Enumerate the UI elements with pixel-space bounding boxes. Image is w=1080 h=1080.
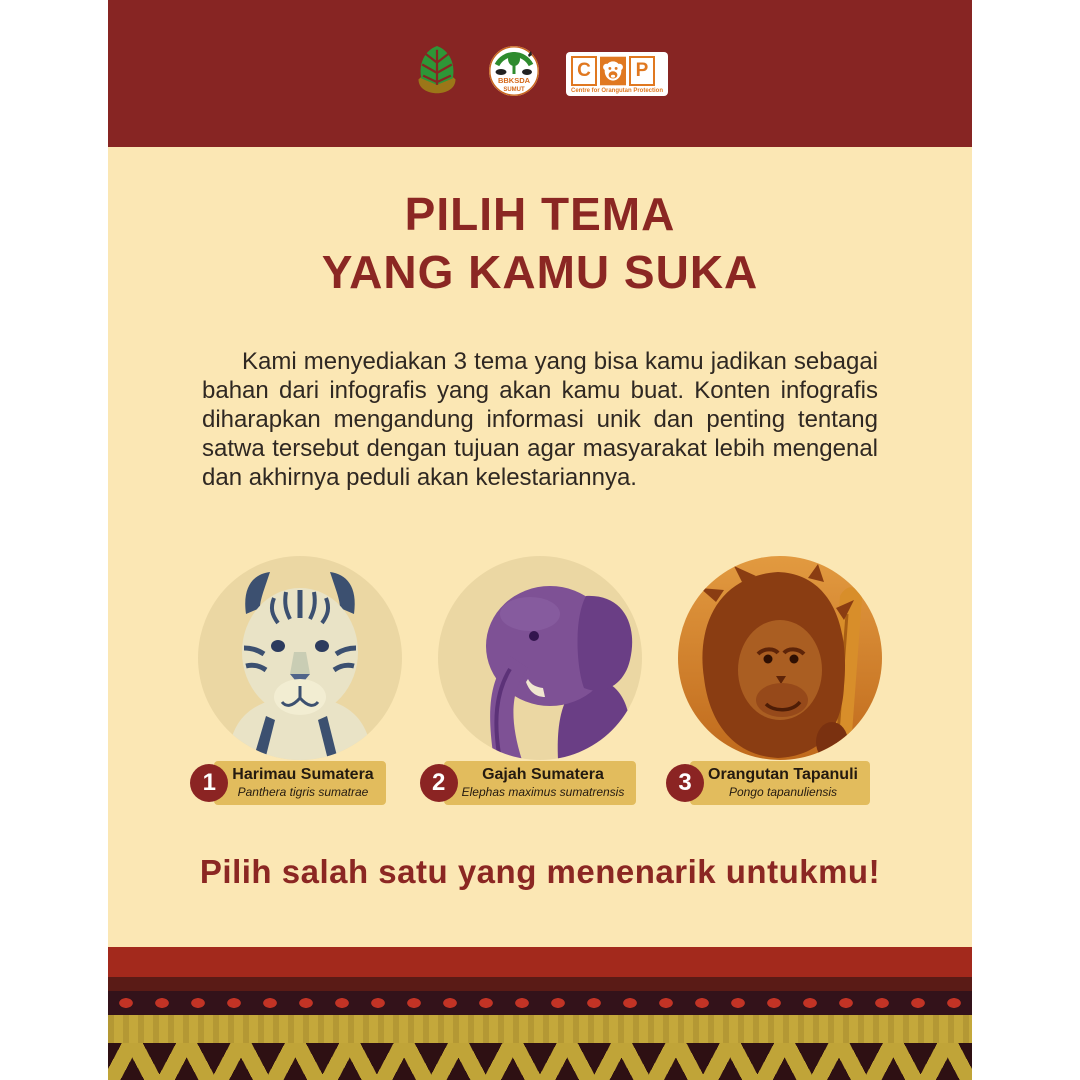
elephant-photo-circle [438,556,642,760]
page-title [108,147,972,301]
tiger-photo-circle [198,556,402,760]
klhk-tree-logo-icon [412,42,462,105]
theme-label [444,761,637,805]
theme-label [214,761,385,805]
theme-label-wrap [678,761,870,805]
theme-card-gajah-sumatera[interactable] [431,556,642,805]
cta-text: Pilih salah satu yang menenarik untukmu! [199,853,881,890]
theme-number: 2 [431,769,446,796]
theme-name: Harimau Sumatera [232,766,374,783]
theme-scientific-name: Pongo tapanuliensis [728,785,838,799]
theme-number-badge [190,764,228,802]
theme-number: 3 [678,769,692,796]
title-line-2: YANG KAMU SUKA [321,246,759,298]
title-line-1: PILIH TEMA [404,188,676,240]
pattern-band-zigzag [108,1043,972,1080]
pattern-band-darkred [108,977,972,991]
pattern-band-red [108,947,972,977]
intro-paragraph: Kami menyediakan 3 tema yang bisa kamu jadikan sebagai bahan dari infografis yang akan kamu buat. Konten infografis diharapkan mengandung informasi unik dan penting tentang satwa tersebut dengan tujuan agar masyarakat lebih mengenal dan akhirnya peduli akan kelestariannya. [202,348,878,491]
cop-letter-c: C [571,56,597,86]
themes-row [108,556,972,805]
theme-number-badge [420,764,458,802]
pattern-band-dots [108,991,972,1015]
header-band [108,0,972,147]
theme-card-orangutan-tapanuli[interactable] [678,556,882,805]
bbksda-sumut-logo-icon [488,45,540,102]
pattern-band-yellow [108,1015,972,1043]
theme-label [690,761,870,805]
theme-label-wrap [202,761,385,805]
cop-logo [566,52,668,96]
bbksda-logo-text: BBKSDA [497,76,531,85]
tiger-duotone-illustration [198,556,402,760]
theme-card-harimau-sumatera[interactable] [198,556,402,805]
theme-name: Orangutan Tapanuli [708,766,858,783]
cop-caption: Centre for Orangutan Protection [570,87,663,94]
elephant-duotone-illustration [438,556,642,760]
cop-letter-p: P [629,56,655,86]
theme-number-badge [666,764,704,802]
theme-scientific-name: Elephas maximus sumatrensis [461,785,625,799]
theme-name: Gajah Sumatera [482,766,604,783]
ulos-pattern-footer [108,947,972,1080]
theme-label-wrap [431,761,637,805]
infographic-poster [108,0,972,1080]
cop-orangutan-face-icon [600,56,626,86]
bbksda-logo-subtext: SUMUT [503,87,525,93]
orangutan-photo-circle [678,556,882,760]
theme-number: 1 [202,769,216,796]
theme-scientific-name: Panthera tigris sumatrae [237,785,369,799]
orangutan-duotone-illustration [678,556,882,760]
